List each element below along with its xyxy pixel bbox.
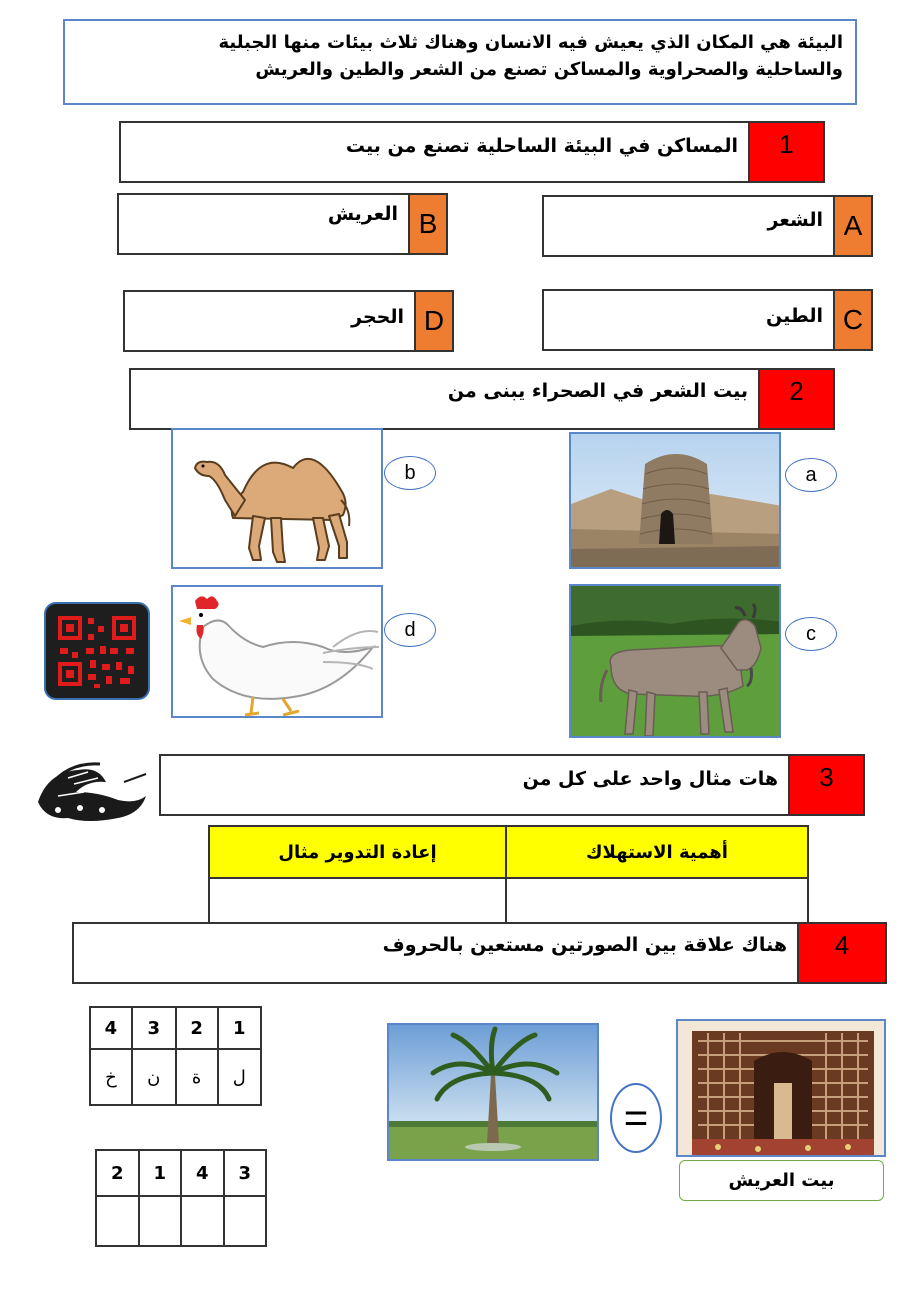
label-b: b bbox=[384, 456, 436, 490]
q3-answer-consumption[interactable] bbox=[506, 878, 808, 924]
intro-line-1: البيئة هي المكان الذي يعيش فيه الانسان وهناك ثلاث بيئات منها الجبلية bbox=[218, 32, 843, 53]
arish-house-image[interactable] bbox=[676, 1019, 886, 1157]
q3-answer-recycling[interactable] bbox=[209, 878, 506, 924]
equals-text: = bbox=[623, 1094, 649, 1141]
camel-illustration bbox=[173, 430, 383, 569]
key-letter: ة bbox=[176, 1049, 218, 1105]
option-c[interactable] bbox=[542, 289, 873, 351]
palm-tree-illustration bbox=[389, 1025, 599, 1161]
key-letter: خ bbox=[90, 1049, 132, 1105]
option-b-letter: B bbox=[408, 195, 446, 253]
palm-tree-image[interactable] bbox=[387, 1023, 599, 1161]
option-b-text: العريش bbox=[327, 203, 398, 225]
key-number: 4 bbox=[90, 1007, 132, 1049]
question-3 bbox=[159, 754, 865, 816]
option-c-text: الطين bbox=[765, 305, 823, 327]
hen-illustration bbox=[173, 587, 383, 718]
equals-sign bbox=[610, 1083, 662, 1153]
key-number: 2 bbox=[176, 1007, 218, 1049]
question-1-number: 1 bbox=[748, 123, 823, 181]
option-c-letter: C bbox=[833, 291, 871, 349]
key-letter: ن bbox=[132, 1049, 176, 1105]
qr-code-icon[interactable] bbox=[44, 602, 150, 700]
option-d[interactable] bbox=[123, 290, 454, 352]
goat-image[interactable] bbox=[569, 584, 781, 738]
answer-number: 3 bbox=[224, 1150, 267, 1196]
label-c: c bbox=[785, 617, 837, 651]
question-4-text: هناك علاقة بين الصورتين مستعين بالحروف bbox=[382, 934, 787, 956]
q3-table bbox=[208, 825, 809, 925]
question-3-text: هات مثال واحد على كل من bbox=[522, 768, 778, 790]
q3-header-recycling: إعادة التدوير مثال bbox=[209, 826, 506, 878]
question-2-text: بيت الشعر في الصحراء يبنى من bbox=[447, 380, 748, 402]
question-4 bbox=[72, 922, 887, 984]
answer-number: 4 bbox=[181, 1150, 224, 1196]
answer-number: 2 bbox=[96, 1150, 139, 1196]
option-a-text: الشعر bbox=[767, 209, 823, 231]
option-b[interactable] bbox=[117, 193, 448, 255]
hen-image[interactable] bbox=[171, 585, 383, 718]
label-a: a bbox=[785, 458, 837, 492]
stone-house-illustration bbox=[571, 434, 781, 569]
question-2 bbox=[129, 368, 835, 430]
option-a[interactable] bbox=[542, 195, 873, 257]
option-d-letter: D bbox=[414, 292, 452, 350]
stone-house-image[interactable] bbox=[569, 432, 781, 569]
arish-house-illustration bbox=[678, 1021, 886, 1157]
answer-table bbox=[95, 1149, 267, 1247]
goat-illustration bbox=[571, 586, 781, 738]
letter-key-table bbox=[89, 1006, 262, 1106]
calligraphy-decoration-icon bbox=[28, 752, 150, 830]
answer-number: 1 bbox=[139, 1150, 182, 1196]
intro-box bbox=[63, 19, 857, 105]
key-letter: ل bbox=[218, 1049, 261, 1105]
arish-caption bbox=[679, 1160, 884, 1201]
question-3-number: 3 bbox=[788, 756, 863, 814]
question-1 bbox=[119, 121, 825, 183]
answer-cell[interactable] bbox=[181, 1196, 224, 1246]
answer-cell[interactable] bbox=[96, 1196, 139, 1246]
question-4-number: 4 bbox=[797, 924, 885, 982]
key-number: 3 bbox=[132, 1007, 176, 1049]
label-d: d bbox=[384, 613, 436, 647]
qr-code-pattern bbox=[46, 604, 148, 698]
question-2-number: 2 bbox=[758, 370, 833, 428]
question-1-text: المساكن في البيئة الساحلية تصنع من بيت bbox=[345, 135, 738, 157]
q3-header-consumption: أهمية الاستهلاك bbox=[506, 826, 808, 878]
option-a-letter: A bbox=[833, 197, 871, 255]
key-number: 1 bbox=[218, 1007, 261, 1049]
arish-caption-text: بيت العريش bbox=[728, 1170, 835, 1191]
intro-line-2: والساحلية والصحراوية والمساكن تصنع من الشعر والطين والعريش bbox=[255, 59, 843, 80]
option-d-text: الحجر bbox=[351, 306, 404, 328]
camel-image[interactable] bbox=[171, 428, 383, 569]
answer-cell[interactable] bbox=[224, 1196, 267, 1246]
answer-cell[interactable] bbox=[139, 1196, 182, 1246]
